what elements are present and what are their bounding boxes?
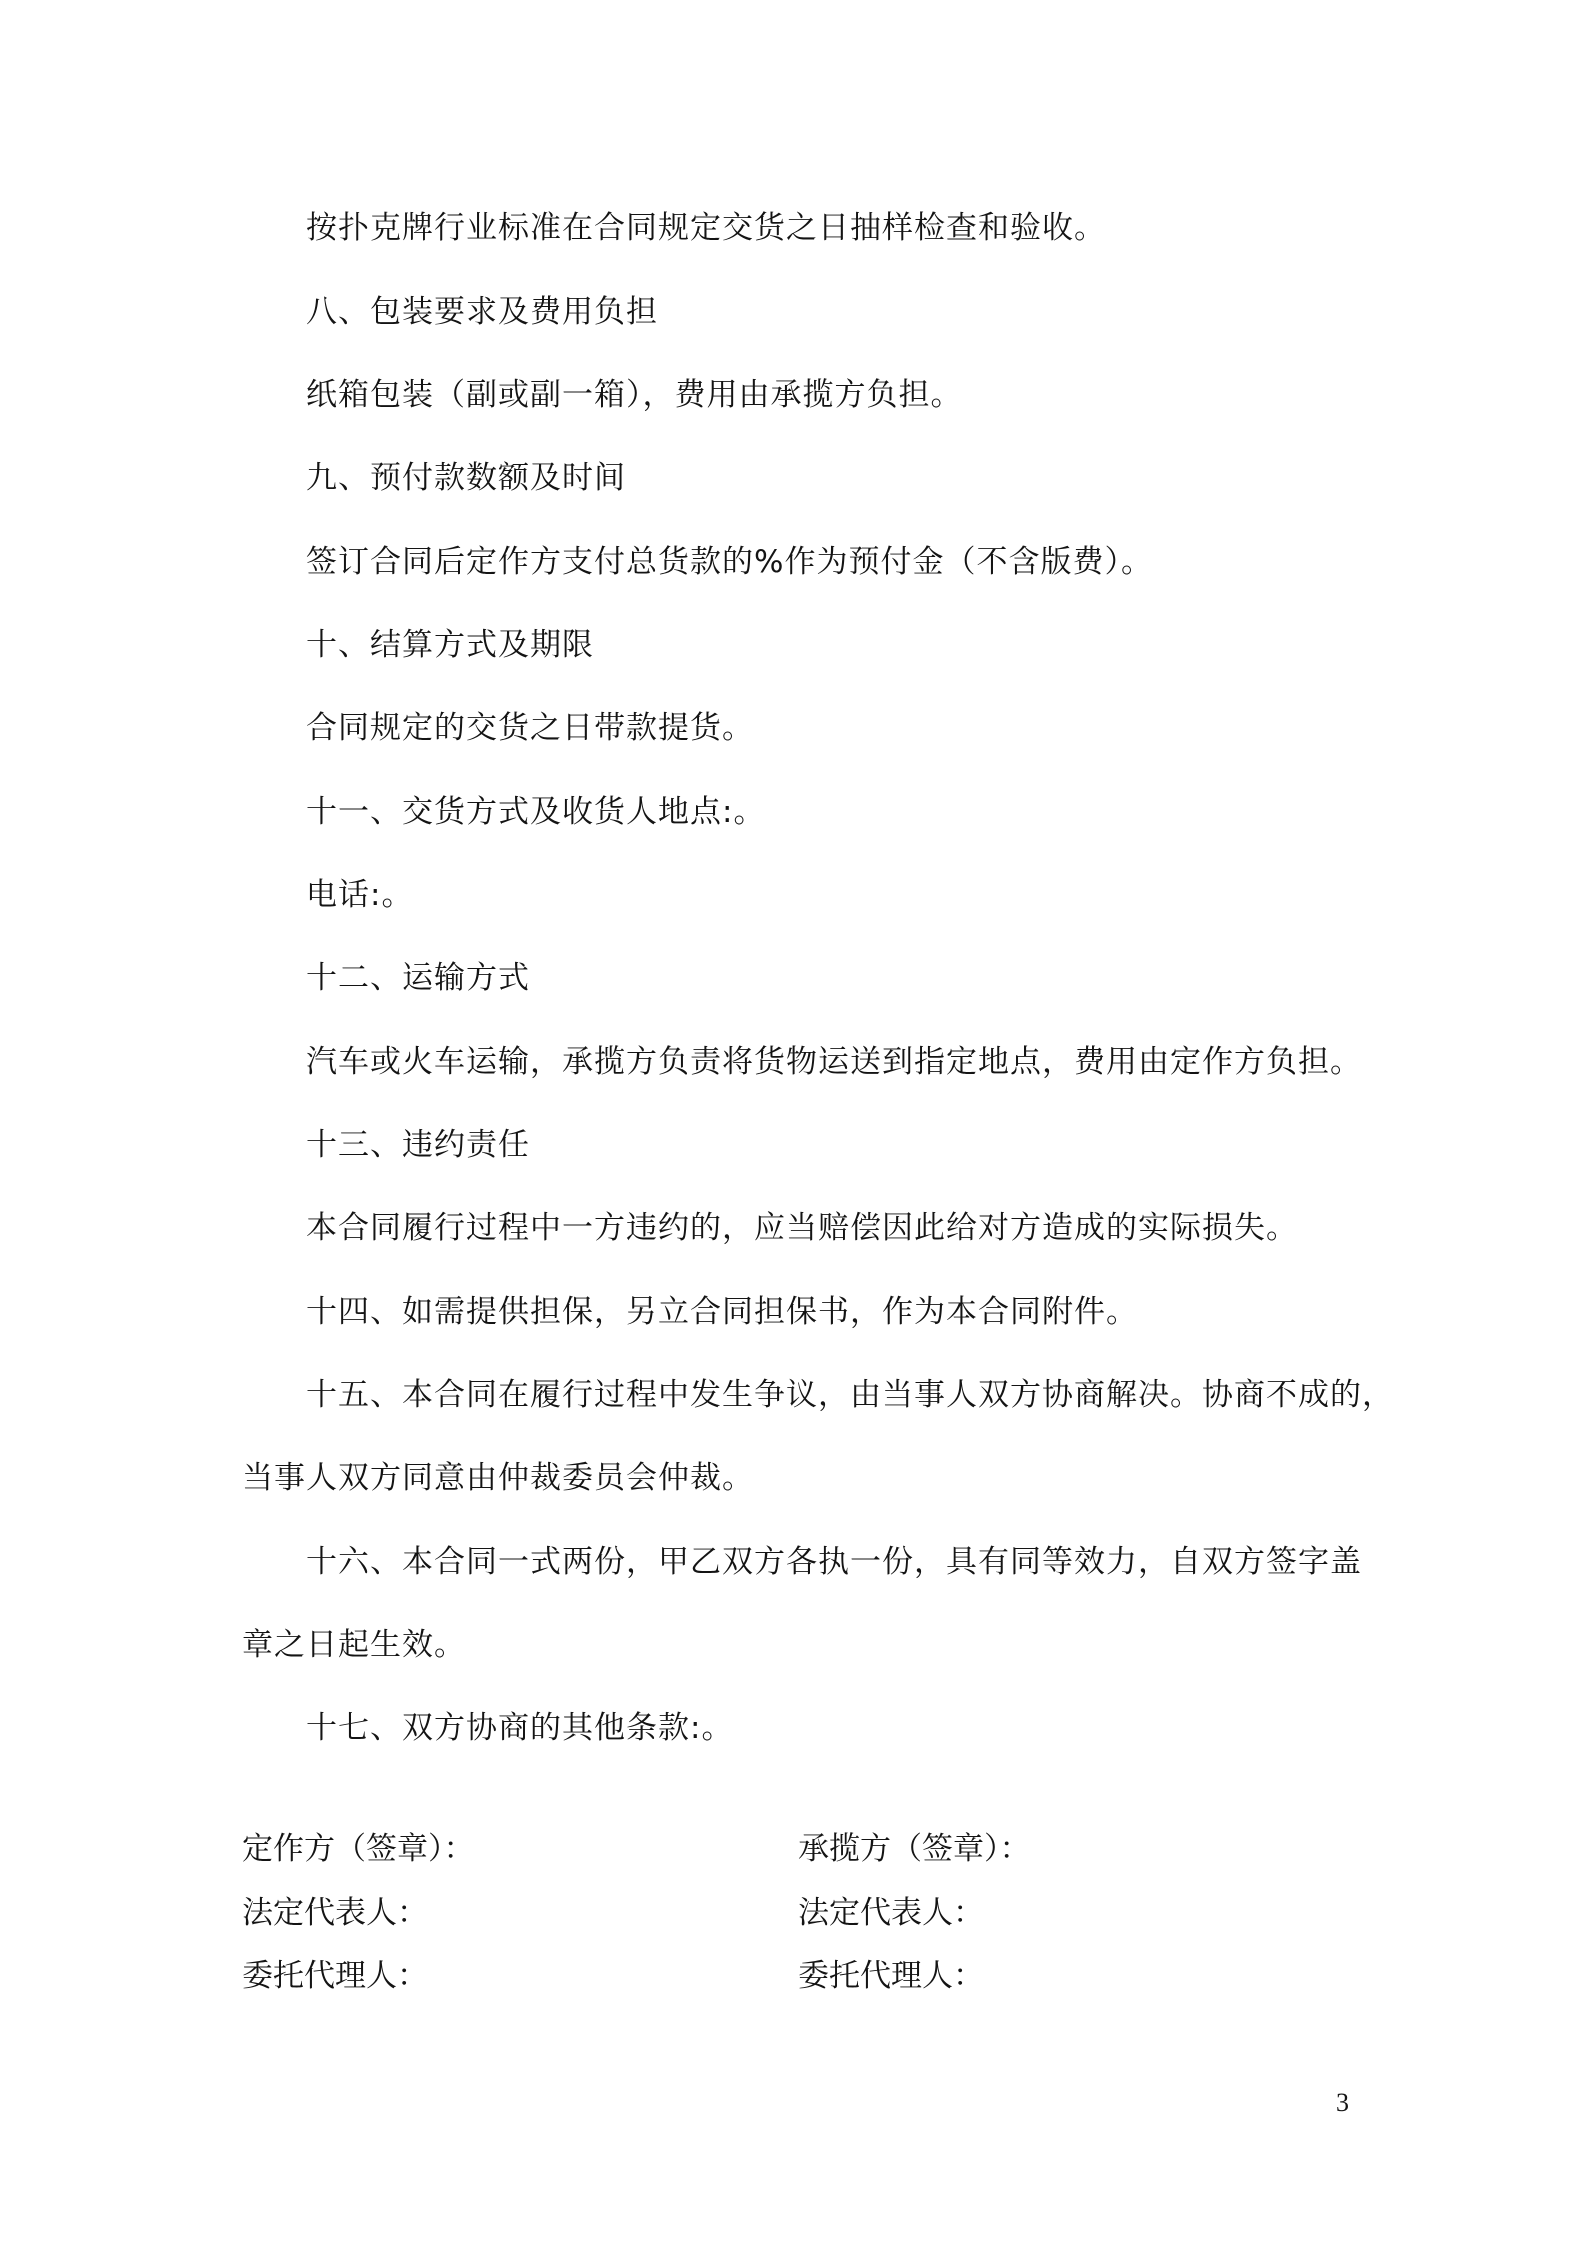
clause-17-text: 十七、双方协商的其他条款:。: [306, 1710, 734, 1746]
clause-10-text: 合同规定的交货之日带款提货。: [306, 710, 754, 746]
orderer-agent-label: 委托代理人：: [242, 1958, 428, 1994]
clause-9-heading: 九、预付款数额及时间: [306, 460, 626, 496]
clause-15-text-line1: 十五、本合同在履行过程中发生争议，由当事人双方协商解决。协商不成的，: [306, 1377, 1394, 1413]
clause-16-text-line1: 十六、本合同一式两份，甲乙双方各执一份，具有同等效力，自双方签字盖: [306, 1544, 1362, 1580]
contractor-legal-rep-label: 法定代表人：: [798, 1895, 984, 1931]
clause-8-heading: 八、包装要求及费用负担: [306, 294, 658, 330]
signature-row-legal-rep: [242, 1892, 1354, 1934]
orderer-legal-rep-label: 法定代表人：: [242, 1895, 428, 1931]
clause-15-text-line2: 当事人双方同意由仲裁委员会仲裁。: [242, 1460, 754, 1496]
signature-row-seal: [242, 1828, 1354, 1870]
contractor-agent-label: 委托代理人：: [798, 1958, 984, 1994]
clause-10-heading: 十、结算方式及期限: [306, 627, 594, 663]
clause-9-text: 签订合同后定作方支付总货款的%作为预付金（不含版费）。: [306, 544, 1153, 580]
clause-12-text: 汽车或火车运输，承揽方负责将货物运送到指定地点，费用由定作方负担。: [306, 1044, 1362, 1080]
clause-14-text: 十四、如需提供担保，另立合同担保书，作为本合同附件。: [306, 1294, 1138, 1330]
contractor-seal-label: 承揽方（签章）：: [798, 1831, 1031, 1867]
page-number: 3: [1336, 2088, 1349, 2117]
clause-12-heading: 十二、运输方式: [306, 960, 530, 996]
clause-11-phone: 电话:。: [306, 877, 414, 913]
clause-inspection-text: 按扑克牌行业标准在合同规定交货之日抽样检查和验收。: [306, 210, 1106, 246]
signature-row-agent: [242, 1955, 1354, 1997]
clause-11-heading: 十一、交货方式及收货人地点:。: [306, 794, 766, 830]
clause-13-heading: 十三、违约责任: [306, 1127, 530, 1163]
orderer-seal-label: 定作方（签章）：: [242, 1831, 475, 1867]
clause-13-text: 本合同履行过程中一方违约的，应当赔偿因此给对方造成的实际损失。: [306, 1210, 1298, 1246]
clause-16-text-line2: 章之日起生效。: [242, 1627, 466, 1663]
clause-8-text: 纸箱包装（副或副一箱），费用由承揽方负担。: [306, 377, 963, 413]
